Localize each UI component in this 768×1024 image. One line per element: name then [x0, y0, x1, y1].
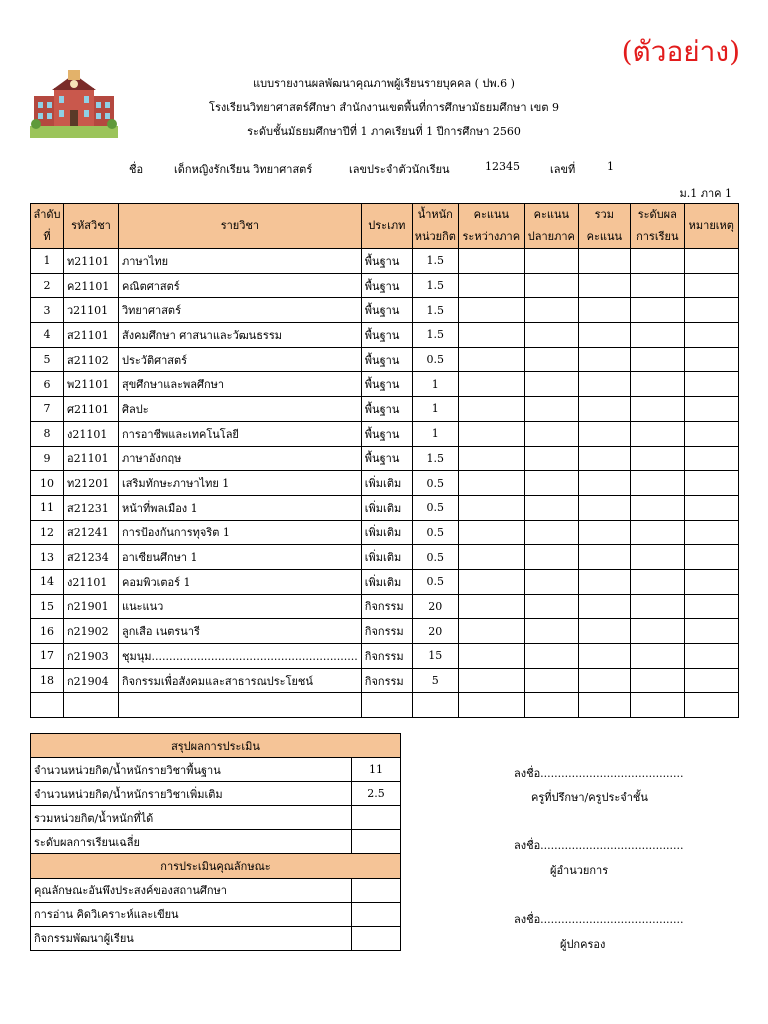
remark[interactable]: [684, 421, 738, 446]
student-id: 12345: [485, 160, 520, 173]
row-number: 9: [31, 446, 64, 471]
basic-credits-value[interactable]: 11: [352, 758, 401, 782]
reading-thinking-writing-value[interactable]: [352, 902, 401, 926]
subject-code: ก21901: [64, 594, 119, 619]
remark[interactable]: [684, 397, 738, 422]
summary-row: [31, 782, 401, 806]
row-number: 2: [31, 273, 64, 298]
row-number: 11: [31, 495, 64, 520]
subject-code: อ21101: [64, 446, 119, 471]
table-row: [31, 347, 739, 372]
subject-code: ท21201: [64, 471, 119, 496]
final-score[interactable]: [524, 323, 578, 348]
final-score[interactable]: [524, 693, 578, 718]
final-score[interactable]: [524, 594, 578, 619]
summary-row: [31, 926, 401, 950]
total-score[interactable]: [578, 421, 630, 446]
col-midterm: คะแนน ระหว่างภาค: [458, 204, 524, 249]
subject-type: เพิ่มเติม: [361, 495, 412, 520]
grade-level[interactable]: [630, 644, 684, 669]
remark[interactable]: [684, 569, 738, 594]
subject-name: คอมพิวเตอร์ 1: [119, 569, 362, 594]
remark[interactable]: [684, 644, 738, 669]
subject-code: ส21234: [64, 545, 119, 570]
subject-type: พื้นฐาน: [361, 249, 412, 274]
table-row: [31, 594, 739, 619]
midterm-score[interactable]: [458, 397, 524, 422]
summary-row: [31, 878, 401, 902]
midterm-score[interactable]: [458, 323, 524, 348]
subject-type: พื้นฐาน: [361, 446, 412, 471]
parent-signature-line: ลงชื่อ.........................................: [514, 913, 684, 926]
col-code: รหัสวิชา: [64, 204, 119, 249]
grade-level[interactable]: [630, 273, 684, 298]
midterm-score[interactable]: [458, 298, 524, 323]
table-row: [31, 273, 739, 298]
row-number: 18: [31, 668, 64, 693]
credit-weight: 1.5: [412, 298, 458, 323]
table-row: [31, 249, 739, 274]
table-row: [31, 446, 739, 471]
total-score[interactable]: [578, 446, 630, 471]
subject-type: กิจกรรม: [361, 644, 412, 669]
remark[interactable]: [684, 347, 738, 372]
summary-row: [31, 758, 401, 782]
basic-credits-label: จำนวนหน่วยกิต/น้ำหนักรายวิชาพื้นฐาน: [31, 758, 352, 782]
total-score[interactable]: [578, 594, 630, 619]
student-number: 1: [607, 160, 614, 173]
subject-code: ง21101: [64, 569, 119, 594]
remark[interactable]: [684, 693, 738, 718]
grade-level[interactable]: [630, 693, 684, 718]
row-number: 15: [31, 594, 64, 619]
subject-type: กิจกรรม: [361, 668, 412, 693]
subject-name: ศิลปะ: [119, 397, 362, 422]
subject-name: ภาษาอังกฤษ: [119, 446, 362, 471]
total-score[interactable]: [578, 323, 630, 348]
subject-type: พื้นฐาน: [361, 347, 412, 372]
total-score[interactable]: [578, 298, 630, 323]
subject-type: พื้นฐาน: [361, 372, 412, 397]
col-weight: น้ำหนัก หน่วยกิต: [412, 204, 458, 249]
summary-table: [30, 733, 401, 951]
total-score[interactable]: [578, 273, 630, 298]
total-score[interactable]: [578, 668, 630, 693]
credit-weight: [412, 693, 458, 718]
col-subject: รายวิชา: [119, 204, 362, 249]
midterm-score[interactable]: [458, 619, 524, 644]
subject-type: กิจกรรม: [361, 594, 412, 619]
row-number: 13: [31, 545, 64, 570]
table-row: [31, 397, 739, 422]
total-score[interactable]: [578, 397, 630, 422]
grade-level[interactable]: [630, 569, 684, 594]
total-score[interactable]: [578, 471, 630, 496]
subject-name: การอาชีพและเทคโนโลยี: [119, 421, 362, 446]
final-score[interactable]: [524, 569, 578, 594]
final-score[interactable]: [524, 372, 578, 397]
grade-level[interactable]: [630, 421, 684, 446]
grade-level[interactable]: [630, 668, 684, 693]
grade-level[interactable]: [630, 323, 684, 348]
subject-type: กิจกรรม: [361, 619, 412, 644]
director-signature-line: ลงชื่อ.........................................: [514, 839, 684, 852]
col-final: คะแนน ปลายภาค: [524, 204, 578, 249]
midterm-score[interactable]: [458, 569, 524, 594]
student-name: เด็กหญิงรักเรียน วิทยาศาสตร์: [174, 163, 313, 176]
subject-type: [361, 693, 412, 718]
col-total: รวม คะแนน: [578, 204, 630, 249]
subject-type: เพิ่มเติม: [361, 471, 412, 496]
credit-weight: 20: [412, 619, 458, 644]
final-score[interactable]: [524, 495, 578, 520]
table-row: [31, 619, 739, 644]
grade-level[interactable]: [630, 249, 684, 274]
col-type: ประเภท: [361, 204, 412, 249]
midterm-score[interactable]: [458, 495, 524, 520]
credit-weight: 1.5: [412, 273, 458, 298]
table-row: [31, 569, 739, 594]
grade-level[interactable]: [630, 397, 684, 422]
parent-role: ผู้ปกครอง: [560, 938, 606, 951]
total-score[interactable]: [578, 520, 630, 545]
remark[interactable]: [684, 594, 738, 619]
subject-name: กิจกรรมเพื่อสังคมและสาธารณประโยชน์: [119, 668, 362, 693]
final-score[interactable]: [524, 446, 578, 471]
total-credits-value[interactable]: [352, 806, 401, 830]
table-row: [31, 520, 739, 545]
credit-weight: 0.5: [412, 569, 458, 594]
subject-name: ชุมนุม...........................................................: [119, 644, 362, 669]
final-score[interactable]: [524, 471, 578, 496]
col-remark: หมายเหตุ: [684, 204, 738, 249]
credit-weight: 0.5: [412, 545, 458, 570]
remark[interactable]: [684, 545, 738, 570]
extra-credits-label: จำนวนหน่วยกิต/น้ำหนักรายวิชาเพิ่มเติม: [31, 782, 352, 806]
subject-type: พื้นฐาน: [361, 273, 412, 298]
row-number: 16: [31, 619, 64, 644]
subject-code: ง21101: [64, 421, 119, 446]
subject-name: ภาษาไทย: [119, 249, 362, 274]
grade-level[interactable]: [630, 594, 684, 619]
credit-weight: 1: [412, 421, 458, 446]
subject-code: [64, 693, 119, 718]
subject-type: พื้นฐาน: [361, 323, 412, 348]
row-number: 5: [31, 347, 64, 372]
summary-row: [31, 806, 401, 830]
reading-thinking-writing-label: การอ่าน คิดวิเคราะห์และเขียน: [31, 902, 352, 926]
grade-level[interactable]: [630, 446, 684, 471]
student-id-label: เลขประจำตัวนักเรียน: [349, 163, 450, 176]
midterm-score[interactable]: [458, 471, 524, 496]
subject-name: ลูกเสือ เนตรนารี: [119, 619, 362, 644]
extra-credits-value[interactable]: 2.5: [352, 782, 401, 806]
credit-weight: 1.5: [412, 323, 458, 348]
total-score[interactable]: [578, 249, 630, 274]
remark[interactable]: [684, 446, 738, 471]
final-score[interactable]: [524, 298, 578, 323]
table-row: [31, 644, 739, 669]
table-row: [31, 298, 739, 323]
subject-code: ส21231: [64, 495, 119, 520]
credit-weight: 20: [412, 594, 458, 619]
credit-weight: 1: [412, 372, 458, 397]
grade-level[interactable]: [630, 471, 684, 496]
midterm-score[interactable]: [458, 644, 524, 669]
subject-name: [119, 693, 362, 718]
midterm-score[interactable]: [458, 446, 524, 471]
row-number: 3: [31, 298, 64, 323]
total-score[interactable]: [578, 619, 630, 644]
final-score[interactable]: [524, 249, 578, 274]
final-score[interactable]: [524, 273, 578, 298]
grade-level[interactable]: [630, 495, 684, 520]
grades-table: [30, 203, 739, 718]
final-score[interactable]: [524, 545, 578, 570]
midterm-score[interactable]: [458, 347, 524, 372]
subject-type: เพิ่มเติม: [361, 545, 412, 570]
desired-characteristics-value[interactable]: [352, 878, 401, 902]
subject-type: พื้นฐาน: [361, 397, 412, 422]
remark[interactable]: [684, 249, 738, 274]
credit-weight: 1: [412, 397, 458, 422]
total-score[interactable]: [578, 569, 630, 594]
final-score[interactable]: [524, 397, 578, 422]
final-score[interactable]: [524, 421, 578, 446]
name-label: ชื่อ: [129, 163, 144, 176]
midterm-score[interactable]: [458, 668, 524, 693]
total-score[interactable]: [578, 372, 630, 397]
subject-name: เสริมทักษะภาษาไทย 1: [119, 471, 362, 496]
remark[interactable]: [684, 471, 738, 496]
class-term-year: ระดับชั้นมัธยมศึกษาปีที่ 1 ภาคเรียนที่ 1 ปีการศึกษา 2560: [247, 125, 521, 138]
remark[interactable]: [684, 495, 738, 520]
subject-type: เพิ่มเติม: [361, 520, 412, 545]
subject-code: ว21101: [64, 298, 119, 323]
remark[interactable]: [684, 298, 738, 323]
total-score[interactable]: [578, 347, 630, 372]
remark[interactable]: [684, 323, 738, 348]
credit-weight: 0.5: [412, 520, 458, 545]
subject-code: พ21101: [64, 372, 119, 397]
midterm-score[interactable]: [458, 545, 524, 570]
table-row: [31, 495, 739, 520]
grade-level[interactable]: [630, 619, 684, 644]
row-number: 1: [31, 249, 64, 274]
midterm-score[interactable]: [458, 421, 524, 446]
teacher-signature-line: ลงชื่อ.........................................: [514, 767, 684, 780]
subject-name: สุขศึกษาและพลศึกษา: [119, 372, 362, 397]
table-row: [31, 323, 739, 348]
table-row: [31, 545, 739, 570]
subject-code: ส21102: [64, 347, 119, 372]
subject-code: ท21101: [64, 249, 119, 274]
credit-weight: 15: [412, 644, 458, 669]
student-activities-label: กิจกรรมพัฒนาผู้เรียน: [31, 926, 352, 950]
remark[interactable]: [684, 619, 738, 644]
director-role: ผู้อำนวยการ: [550, 864, 609, 877]
subject-type: พื้นฐาน: [361, 298, 412, 323]
desired-characteristics-label: คุณลักษณะอันพึงประสงค์ของสถานศึกษา: [31, 878, 352, 902]
subject-code: ส21101: [64, 323, 119, 348]
grade-level[interactable]: [630, 520, 684, 545]
row-number: [31, 693, 64, 718]
subject-code: ศ21101: [64, 397, 119, 422]
table-row: [31, 471, 739, 496]
subject-code: ส21241: [64, 520, 119, 545]
total-score[interactable]: [578, 495, 630, 520]
report-title: แบบรายงานผลพัฒนาคุณภาพผู้เรียนรายบุคคล ( ปพ.6 ): [253, 77, 515, 90]
grade-level[interactable]: [630, 347, 684, 372]
col-order: ลำดับ ที่: [31, 204, 64, 249]
gpa-value[interactable]: [352, 830, 401, 854]
midterm-score[interactable]: [458, 372, 524, 397]
remark[interactable]: [684, 520, 738, 545]
row-number: 7: [31, 397, 64, 422]
table-row: [31, 372, 739, 397]
final-score[interactable]: [524, 619, 578, 644]
table-row: [31, 421, 739, 446]
total-credits-label: รวมหน่วยกิต/น้ำหนักที่ได้: [31, 806, 352, 830]
row-number: 12: [31, 520, 64, 545]
sample-label: (ตัวอย่าง): [621, 35, 740, 68]
subject-name: ประวัติศาสตร์: [119, 347, 362, 372]
row-number: 17: [31, 644, 64, 669]
midterm-score[interactable]: [458, 693, 524, 718]
subject-code: ก21903: [64, 644, 119, 669]
term-label: ม.1 ภาค 1: [679, 187, 732, 200]
summary-title: สรุปผลการประเมิน: [31, 734, 401, 758]
credit-weight: 0.5: [412, 347, 458, 372]
row-number: 4: [31, 323, 64, 348]
school-name: โรงเรียนวิทยาศาสตร์ศึกษา สำนักงานเขตพื้นที่การศึกษามัธยมศึกษา เขต 9: [209, 101, 559, 114]
subject-code: ก21904: [64, 668, 119, 693]
subject-name: หน้าที่พลเมือง 1: [119, 495, 362, 520]
final-score[interactable]: [524, 347, 578, 372]
teacher-role: ครูที่ปรึกษา/ครูประจำชั้น: [531, 791, 648, 804]
subject-name: การป้องกันการทุจริต 1: [119, 520, 362, 545]
grade-level[interactable]: [630, 545, 684, 570]
subject-code: ก21902: [64, 619, 119, 644]
grade-level[interactable]: [630, 298, 684, 323]
summary-row: [31, 830, 401, 854]
total-score[interactable]: [578, 644, 630, 669]
total-score[interactable]: [578, 545, 630, 570]
gpa-label: ระดับผลการเรียนเฉลี่ย: [31, 830, 352, 854]
final-score[interactable]: [524, 644, 578, 669]
row-number: 10: [31, 471, 64, 496]
credit-weight: 1.5: [412, 446, 458, 471]
summary-row: [31, 902, 401, 926]
subject-name: วิทยาศาสตร์: [119, 298, 362, 323]
remark[interactable]: [684, 372, 738, 397]
col-grade: ระดับผล การเรียน: [630, 204, 684, 249]
student-activities-value[interactable]: [352, 926, 401, 950]
table-row: [31, 693, 739, 718]
grade-level[interactable]: [630, 372, 684, 397]
midterm-score[interactable]: [458, 273, 524, 298]
subject-name: คณิตศาสตร์: [119, 273, 362, 298]
final-score[interactable]: [524, 520, 578, 545]
credit-weight: 0.5: [412, 495, 458, 520]
table-row: [31, 668, 739, 693]
characteristics-title: การประเมินคุณลักษณะ: [31, 854, 401, 878]
remark[interactable]: [684, 668, 738, 693]
number-label: เลขที่: [550, 163, 576, 176]
credit-weight: 1.5: [412, 249, 458, 274]
subject-name: แนะแนว: [119, 594, 362, 619]
total-score[interactable]: [578, 693, 630, 718]
credit-weight: 5: [412, 668, 458, 693]
row-number: 8: [31, 421, 64, 446]
row-number: 6: [31, 372, 64, 397]
midterm-score[interactable]: [458, 520, 524, 545]
subject-type: เพิ่มเติม: [361, 569, 412, 594]
subject-type: พื้นฐาน: [361, 421, 412, 446]
midterm-score[interactable]: [458, 249, 524, 274]
remark[interactable]: [684, 273, 738, 298]
row-number: 14: [31, 569, 64, 594]
midterm-score[interactable]: [458, 594, 524, 619]
subject-name: อาเซียนศึกษา 1: [119, 545, 362, 570]
subject-code: ค21101: [64, 273, 119, 298]
table-header-row: [31, 204, 739, 249]
final-score[interactable]: [524, 668, 578, 693]
credit-weight: 0.5: [412, 471, 458, 496]
subject-name: สังคมศึกษา ศาสนาและวัฒนธรรม: [119, 323, 362, 348]
